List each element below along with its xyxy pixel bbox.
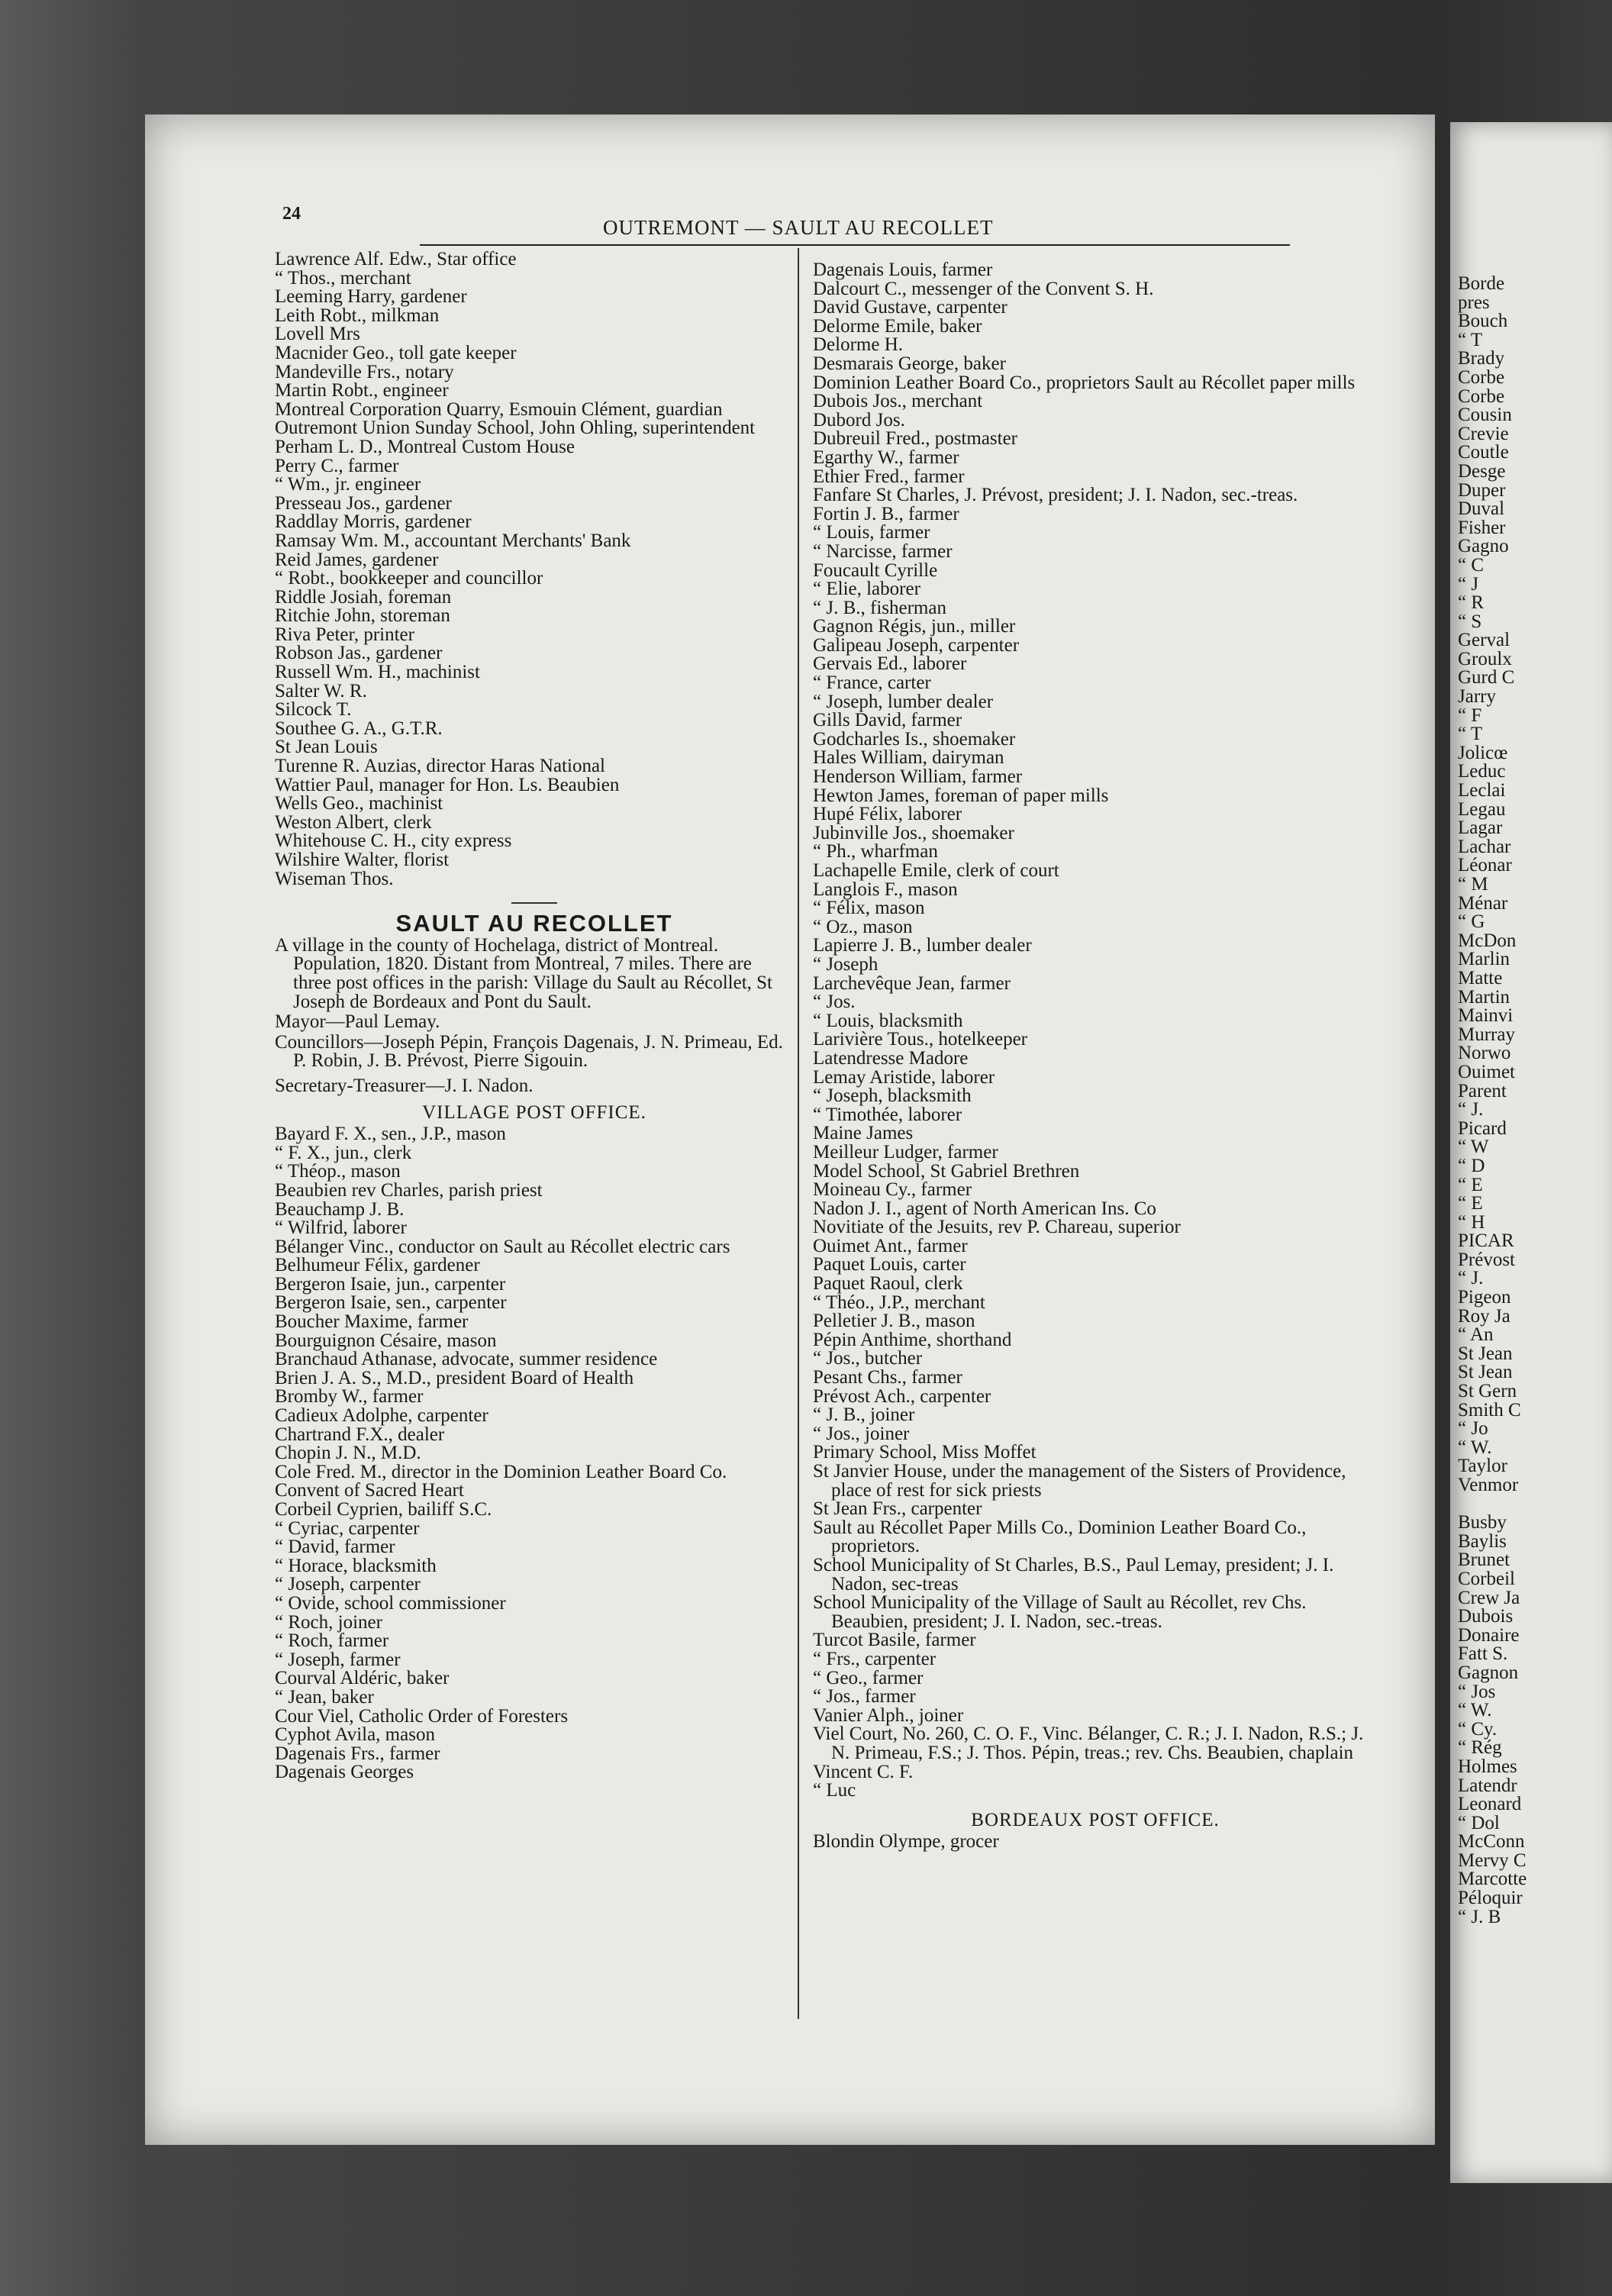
directory-entry: St Janvier House, under the management of the Sisters of Providence, place of rest for sick priests — [813, 1461, 1346, 1501]
facing-page-fragment: “ J. — [1458, 1268, 1484, 1289]
directory-entry: Corbeil Cyprien, bailiff S.C. — [275, 1499, 492, 1520]
directory-entry: Riva Peter, printer — [275, 624, 414, 645]
directory-entry: Ouimet Ant., farmer — [813, 1235, 968, 1256]
directory-entry: Meilleur Ludger, farmer — [813, 1141, 998, 1163]
facing-page-fragment: Mainvi — [1458, 1005, 1514, 1027]
directory-entry: “ Wilfrid, laborer — [275, 1217, 407, 1239]
directory-entry: Sault au Récollet Paper Mills Co., Dominion Leather Board Co., proprietors. — [813, 1517, 1307, 1557]
directory-entry: St Jean Louis — [275, 737, 378, 758]
directory-entry: Brien J. A. S., M.D., president Board of Health — [275, 1367, 634, 1388]
facing-page-fragment: “ H — [1458, 1211, 1485, 1233]
directory-entry: “ Geo., farmer — [813, 1667, 924, 1688]
directory-entry: Latendresse Madore — [813, 1047, 969, 1069]
directory-entry: “ Narcisse, farmer — [813, 540, 953, 562]
facing-page-fragment: Péloquir — [1458, 1888, 1523, 1909]
facing-page-fragment: Crevie — [1458, 423, 1509, 444]
outremont-list — [275, 250, 794, 888]
facing-page-fragment: Gagnon — [1458, 1662, 1519, 1683]
directory-entry: Outremont Union Sunday School, John Ohling, superintendent — [275, 418, 756, 439]
directory-entry: “ Thos., merchant — [275, 267, 411, 289]
directory-entry: Ramsay Wm. M., accountant Merchants' Bank — [275, 530, 631, 551]
directory-entry: Prévost Ach., carpenter — [813, 1385, 991, 1407]
facing-page-fragment: “ J. — [1458, 1099, 1484, 1121]
facing-page-fragment: McDon — [1458, 930, 1517, 951]
running-head: OUTREMONT — SAULT AU RECOLLET — [603, 216, 994, 239]
facing-page-fragment: Latendr — [1458, 1775, 1517, 1796]
directory-entry: Primary School, Miss Moffet — [813, 1442, 1037, 1463]
directory-entry: “ F. X., jun., clerk — [275, 1142, 412, 1163]
facing-page-fragment: Gagno — [1458, 536, 1509, 557]
facing-page-fragment: “ W — [1458, 1137, 1489, 1158]
directory-entry: Russell Wm. H., machinist — [275, 662, 480, 683]
facing-page-fragment: “ E — [1458, 1174, 1483, 1195]
directory-entry: Gervais Ed., laborer — [813, 653, 967, 675]
directory-entry: Gills David, farmer — [813, 710, 962, 731]
directory-entry: Vanier Alph., joiner — [813, 1704, 964, 1726]
facing-page-fragment: “ D — [1458, 1155, 1485, 1176]
directory-entry: Wilshire Walter, florist — [275, 850, 450, 870]
directory-entry: Gagnon Régis, jun., miller — [813, 616, 1016, 637]
facing-page-fragment: Murray — [1458, 1024, 1515, 1045]
facing-page-fragment: Lachar — [1458, 836, 1511, 857]
directory-entry: Beaubien rev Charles, parish priest — [275, 1179, 543, 1201]
facing-page-fragment: “ M — [1458, 874, 1488, 895]
mayor-line: Mayor—Paul Lemay. — [275, 1011, 440, 1033]
directory-entry: Henderson William, farmer — [813, 766, 1023, 788]
directory-entry: “ J. B., joiner — [813, 1404, 915, 1426]
directory-entry: “ Ovide, school commissioner — [275, 1592, 506, 1614]
facing-page-fragment: Brady — [1458, 348, 1505, 369]
directory-entry: Courval Aldéric, baker — [275, 1668, 450, 1689]
facing-page-fragment: Duval — [1458, 498, 1505, 520]
directory-entry: Boucher Maxime, farmer — [275, 1311, 469, 1333]
village-post-office-heading: VILLAGE POST OFFICE. — [422, 1101, 646, 1123]
village-intro: A village in the county of Hochelaga, district of Montreal. Population, 1820. Distant from Montreal, 7 miles. There are three post offices in the parish: Village du Sault au Récollet, St Joseph de Bordeaux and Pont du Sault. — [275, 934, 773, 1012]
directory-entry: Nadon J. I., agent of North American Ins. Co — [813, 1198, 1156, 1219]
directory-entry: Jubinville Jos., shoemaker — [813, 822, 1014, 843]
directory-entry: Bergeron Isaie, sen., carpenter — [275, 1292, 507, 1314]
facing-page-fragment: Borde — [1458, 273, 1505, 294]
directory-entry: Beauchamp J. B. — [275, 1198, 405, 1220]
directory-entry: Wiseman Thos. — [275, 868, 394, 889]
facing-page-fragment: “ J. B — [1458, 1906, 1501, 1927]
directory-entry: Lovell Mrs — [275, 324, 360, 345]
directory-entry: “ Roch, joiner — [275, 1611, 382, 1633]
directory-entry: Dagenais Frs., farmer — [275, 1743, 440, 1764]
facing-page-fragment: “ An — [1458, 1324, 1494, 1346]
section-title: SAULT AU RECOLLET — [395, 910, 673, 937]
directory-entry: Model School, St Gabriel Brethren — [813, 1160, 1080, 1182]
facing-page-fragment: “ Jo — [1458, 1418, 1488, 1440]
directory-entry: Chartrand F.X., dealer — [275, 1424, 445, 1445]
facing-page-fragment: Fisher — [1458, 517, 1506, 538]
facing-page-fragment: Brunet — [1458, 1549, 1510, 1571]
directory-entry: Ritchie John, storeman — [275, 605, 450, 627]
directory-entry: Whitehouse C. H., city express — [275, 830, 512, 852]
facing-page-fragment: Smith C — [1458, 1399, 1521, 1420]
directory-entry: Cole Fred. M., director in the Dominion Leather Board Co. — [275, 1461, 727, 1482]
facing-page-fragment: Picard — [1458, 1117, 1507, 1139]
facing-page-fragments — [1458, 275, 1527, 1927]
facing-page-fragment: Taylor — [1458, 1456, 1507, 1477]
facing-page-fragment: Venmor — [1458, 1475, 1519, 1495]
directory-entry: Bayard F. X., sen., J.P., mason — [275, 1124, 506, 1145]
directory-entry: Presseau Jos., gardener — [275, 492, 452, 514]
facing-page-fragment: Leonard — [1458, 1794, 1522, 1815]
directory-entry: Larivière Tous., hotelkeeper — [813, 1029, 1028, 1050]
directory-entry: “ Théop., mason — [275, 1161, 401, 1182]
councillors-line: Councillors—Joseph Pépin, François Dagenais, J. N. Primeau, Ed. P. Robin, J. B. Prévost, Pierre Sigouin. — [275, 1031, 783, 1072]
bordeaux-heading: BORDEAUX POST OFFICE. — [971, 1809, 1220, 1830]
directory-entry: Belhumeur Félix, gardener — [275, 1255, 480, 1276]
directory-entry: “ Wm., jr. engineer — [275, 474, 421, 495]
directory-entry: Viel Court, No. 260, C. O. F., Vinc. Bélanger, C. R.; J. I. Nadon, R.S.; J. N. Primeau, F.S.; J. Thos. Pépin, treas.; rev. Chs. Beaubien, chaplain — [813, 1724, 1364, 1763]
village-list — [275, 1125, 794, 1782]
right-column — [813, 261, 1378, 1852]
facing-page-fragment: St Jean — [1458, 1343, 1513, 1364]
directory-entry: Leith Robt., milkman — [275, 305, 440, 326]
facing-page-fragment: Martin — [1458, 986, 1510, 1008]
directory-entry: Maine James — [813, 1123, 914, 1144]
facing-page-fragment: “ Cy. — [1458, 1718, 1498, 1740]
directory-entry: Perry C., farmer — [275, 455, 399, 476]
directory-entry: Hales William, dairyman — [813, 747, 1004, 769]
directory-entry: Dubois Jos., merchant — [813, 391, 983, 412]
directory-entry: “ Jean, baker — [275, 1686, 374, 1707]
facing-page-fragment: Prévost — [1458, 1249, 1515, 1270]
directory-entry: Pesant Chs., farmer — [813, 1367, 962, 1388]
facing-page-fragment: Ouimet — [1458, 1061, 1515, 1082]
directory-entry: Salter W. R. — [275, 680, 367, 701]
section-separator — [511, 902, 557, 904]
facing-page-fragment: Desge — [1458, 460, 1506, 482]
directory-entry: “ Louis, farmer — [813, 522, 930, 543]
directory-entry: Turenne R. Auzias, director Haras National — [275, 756, 605, 777]
page-number: 24 — [282, 204, 301, 224]
directory-entry: Turcot Basile, farmer — [813, 1630, 976, 1651]
directory-entry: Fortin J. B., farmer — [813, 503, 959, 524]
facing-page-fragment: Leduc — [1458, 761, 1506, 782]
directory-entry: Convent of Sacred Heart — [275, 1480, 464, 1501]
directory-entry: “ Joseph, carpenter — [275, 1574, 421, 1595]
directory-entry: Southee G. A., G.T.R. — [275, 718, 443, 739]
directory-entry: Paquet Louis, carter — [813, 1254, 966, 1275]
facing-page-fragment: Mervy C — [1458, 1849, 1527, 1871]
directory-entry: Fanfare St Charles, J. Prévost, president; J. I. Nadon, sec.-treas. — [813, 485, 1298, 506]
directory-entry: Pelletier J. B., mason — [813, 1311, 975, 1332]
directory-entry: Dagenais Georges — [275, 1762, 414, 1783]
directory-entry: Chopin J. N., M.D. — [275, 1443, 421, 1464]
facing-page-fragment: St Jean — [1458, 1362, 1513, 1383]
header-rule — [420, 244, 1290, 246]
directory-entry: “ Théo., J.P., merchant — [813, 1292, 985, 1313]
facing-page-fragment: Gerval — [1458, 630, 1510, 651]
directory-entry: Cadieux Adolphe, carpenter — [275, 1405, 488, 1427]
directory-entry: Montreal Corporation Quarry, Esmouin Clément, guardian — [275, 398, 723, 420]
directory-entry: “ Jos., butcher — [813, 1348, 923, 1369]
facing-page-fragment: “ W. — [1458, 1700, 1492, 1721]
directory-entry: “ Joseph, lumber dealer — [813, 691, 994, 712]
facing-page-fragment: Norwo — [1458, 1043, 1511, 1064]
directory-entry: “ Robt., bookkeeper and councillor — [275, 568, 543, 589]
facing-page-fragment: Marcotte — [1458, 1869, 1527, 1890]
directory-entry: “ Cyriac, carpenter — [275, 1517, 420, 1539]
directory-entry: Hewton James, foreman of paper mills — [813, 785, 1109, 806]
directory-entry: “ Joseph, blacksmith — [813, 1085, 972, 1107]
facing-page-fragment: Roy Ja — [1458, 1305, 1510, 1327]
directory-entry: Delorme Emile, baker — [813, 315, 982, 337]
directory-entry: Dominion Leather Board Co., proprietors Sault au Récollet paper mills — [813, 372, 1356, 393]
directory-entry: Vincent C. F. — [813, 1761, 914, 1782]
directory-entry: Raddlay Morris, gardener — [275, 511, 472, 533]
directory-entry: School Municipality of St Charles, B.S., Paul Lemay, president; J. I. Nadon, sec-treas — [813, 1554, 1334, 1595]
directory-entry: “ Frs., carpenter — [813, 1648, 937, 1669]
facing-page-fragment: “ C — [1458, 554, 1485, 576]
directory-entry: Bélanger Vinc., conductor on Sault au Récollet electric cars — [275, 1236, 730, 1257]
directory-entry: Delorme H. — [813, 334, 904, 356]
facing-page-fragment: Léonar — [1458, 855, 1512, 876]
directory-entry: Cyphot Avila, mason — [275, 1724, 435, 1746]
facing-page-fragment: “ S — [1458, 611, 1482, 632]
facing-page-fragment: Bouch — [1458, 311, 1508, 332]
facing-page-fragment: “ W. — [1458, 1437, 1492, 1458]
directory-entry: “ France, carter — [813, 672, 931, 694]
directory-entry: Wells Geo., machinist — [275, 793, 443, 814]
facing-page-fragment: “ Jos — [1458, 1681, 1496, 1702]
directory-entry: Weston Albert, clerk — [275, 811, 432, 833]
facing-page-fragment — [1458, 1495, 1527, 1514]
directory-entry: “ Jos., farmer — [813, 1686, 916, 1707]
directory-entry: David Gustave, carpenter — [813, 297, 1008, 318]
facing-page-fragment: Cousin — [1458, 405, 1512, 426]
facing-page — [1450, 122, 1612, 2183]
directory-entry: Hupé Félix, laborer — [813, 804, 962, 825]
directory-entry: “ Joseph — [813, 953, 879, 975]
directory-entry: “ Félix, mason — [813, 898, 925, 919]
directory-entry: “ Luc — [813, 1780, 856, 1801]
directory-entry: Foucault Cyrille — [813, 559, 938, 581]
directory-entry: Bourguignon Césaire, mason — [275, 1330, 497, 1351]
facing-page-fragment: “ E — [1458, 1193, 1483, 1214]
facing-page-fragment: Lagar — [1458, 817, 1503, 839]
facing-page-fragment: Fatt S. — [1458, 1643, 1508, 1665]
directory-entry: Dubord Jos. — [813, 409, 905, 430]
secretary-line: Secretary-Treasurer—J. I. Nadon. — [275, 1075, 534, 1096]
directory-entry: Moineau Cy., farmer — [813, 1179, 972, 1201]
directory-entry: Blondin Olympe, grocer — [813, 1831, 999, 1853]
facing-page-fragment: Legau — [1458, 798, 1506, 820]
facing-page-fragment: “ F — [1458, 705, 1482, 726]
directory-entry: Macnider Geo., toll gate keeper — [275, 342, 517, 363]
directory-entry: Riddle Josiah, foreman — [275, 586, 452, 608]
facing-page-fragment: pres — [1458, 292, 1490, 313]
directory-entry: “ Joseph, farmer — [275, 1649, 401, 1670]
facing-page-fragment: Jarry — [1458, 686, 1496, 708]
facing-page-fragment: Duper — [1458, 479, 1506, 501]
directory-entry: Wattier Paul, manager for Hon. Ls. Beaubien — [275, 774, 620, 795]
directory-entry: “ David, farmer — [275, 1537, 395, 1558]
facing-page-fragment: Busby — [1458, 1512, 1507, 1533]
directory-entry: Dagenais Louis, farmer — [813, 260, 993, 280]
facing-page-fragment: St Gern — [1458, 1381, 1517, 1402]
facing-page-fragment: Baylis — [1458, 1530, 1507, 1552]
directory-entry: St Jean Frs., carpenter — [813, 1498, 982, 1520]
facing-page-fragment: Pigeon — [1458, 1287, 1511, 1308]
facing-page-fragment: “ Dol — [1458, 1812, 1500, 1833]
directory-entry: Desmarais George, baker — [813, 353, 1006, 374]
facing-page-fragment: Dubois — [1458, 1606, 1514, 1627]
directory-entry: Egarthy W., farmer — [813, 447, 959, 468]
directory-entry: Martin Robt., engineer — [275, 380, 449, 401]
directory-entry: Ethier Fred., farmer — [813, 466, 965, 487]
facing-page-fragment: Ménar — [1458, 892, 1508, 914]
directory-entry: Novitiate of the Jesuits, rev P. Chareau, superior — [813, 1217, 1181, 1238]
directory-entry: Langlois F., mason — [813, 879, 958, 900]
facing-page-fragment: “ T — [1458, 724, 1483, 745]
directory-entry: “ Oz., mason — [813, 916, 913, 937]
directory-entry: Perham L. D., Montreal Custom House — [275, 436, 575, 457]
right-list — [813, 261, 1378, 1801]
facing-page-fragment: “ Rég — [1458, 1737, 1502, 1759]
directory-entry: Branchaud Athanase, advocate, summer residence — [275, 1349, 658, 1370]
directory-entry: Cour Viel, Catholic Order of Foresters — [275, 1705, 569, 1727]
directory-entry: “ Ph., wharfman — [813, 841, 938, 863]
directory-page — [145, 114, 1435, 2145]
facing-page-fragment: “ T — [1458, 329, 1483, 350]
directory-entry: School Municipality of the Village of Sault au Récollet, rev Chs. Beaubien, president; J. I. Nadon, sec.-treas. — [813, 1592, 1307, 1632]
directory-entry: “ Elie, laborer — [813, 579, 920, 600]
facing-page-fragment: Corbe — [1458, 366, 1505, 388]
directory-entry: “ Jos. — [813, 992, 856, 1013]
directory-entry: Paquet Raoul, clerk — [813, 1273, 963, 1295]
directory-entry: Dalcourt C., messenger of the Convent S. H. — [813, 278, 1154, 299]
facing-page-fragment: PICAR — [1458, 1230, 1514, 1252]
left-column — [275, 250, 794, 1782]
bordeaux-list — [813, 1833, 1378, 1852]
facing-page-fragment: “ G — [1458, 911, 1485, 933]
directory-entry: Larchevêque Jean, farmer — [813, 972, 1011, 994]
directory-entry: Lachapelle Emile, clerk of court — [813, 860, 1059, 881]
directory-entry: Pépin Anthime, shorthand — [813, 1329, 1012, 1350]
directory-entry: Bromby W., farmer — [275, 1386, 424, 1408]
facing-page-fragment: Corbeil — [1458, 1568, 1515, 1589]
directory-entry: Leeming Harry, gardener — [275, 286, 467, 308]
directory-entry: Godcharles Is., shoemaker — [813, 728, 1016, 750]
directory-entry: “ Roch, farmer — [275, 1630, 389, 1652]
directory-entry: Mandeville Frs., notary — [275, 361, 454, 382]
directory-entry: Dubreuil Fred., postmaster — [813, 428, 1018, 450]
directory-entry: Silcock T. — [275, 699, 352, 721]
column-rule — [798, 248, 799, 2019]
facing-page-fragment: McConn — [1458, 1831, 1525, 1853]
directory-entry: Lemay Aristide, laborer — [813, 1066, 995, 1088]
directory-entry: Bergeron Isaie, jun., carpenter — [275, 1273, 506, 1295]
facing-page-fragment: Marlin — [1458, 949, 1510, 970]
facing-page-fragment: Matte — [1458, 967, 1503, 988]
facing-page-fragment: Coutle — [1458, 442, 1509, 463]
facing-page-fragment: Donaire — [1458, 1624, 1520, 1646]
directory-entry: Lawrence Alf. Edw., Star office — [275, 249, 517, 269]
directory-entry: Lapierre J. B., lumber dealer — [813, 935, 1032, 956]
facing-page-fragment: Leclai — [1458, 780, 1506, 801]
facing-page-fragment: “ R — [1458, 592, 1485, 614]
facing-page-fragment: Groulx — [1458, 648, 1512, 669]
directory-entry: Galipeau Joseph, carpenter — [813, 634, 1020, 656]
directory-entry: Reid James, gardener — [275, 549, 439, 570]
facing-page-fragment: Holmes — [1458, 1756, 1517, 1777]
facing-page-fragment: Corbe — [1458, 385, 1505, 407]
directory-entry: “ Louis, blacksmith — [813, 1010, 963, 1031]
directory-entry: Robson Jas., gardener — [275, 643, 443, 664]
directory-entry: “ Horace, blacksmith — [275, 1555, 437, 1576]
facing-page-fragment: Crew Ja — [1458, 1587, 1520, 1608]
facing-page-fragment: Gurd C — [1458, 667, 1515, 688]
facing-page-fragment: Parent — [1458, 1080, 1507, 1101]
directory-entry: “ Jos., joiner — [813, 1423, 910, 1444]
facing-page-fragment: “ J — [1458, 573, 1479, 595]
directory-entry: “ J. B., fisherman — [813, 597, 946, 618]
facing-page-fragment: Jolicœ — [1458, 742, 1508, 763]
directory-entry: “ Timothée, laborer — [813, 1104, 962, 1125]
